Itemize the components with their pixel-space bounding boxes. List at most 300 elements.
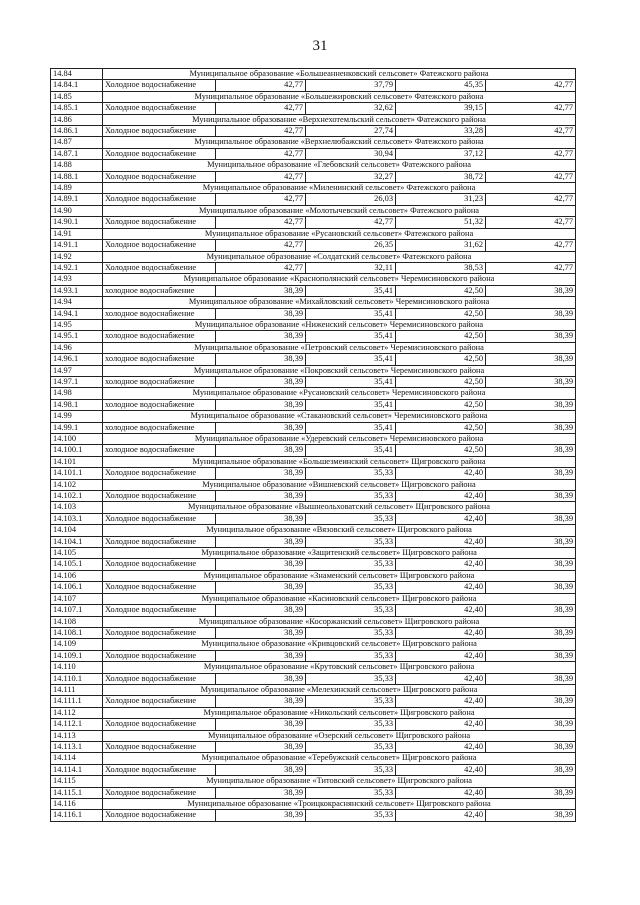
tariff-value: 38,39	[486, 513, 576, 524]
service-name: Холодное водоснабжение	[103, 627, 216, 638]
tariff-value: 42,77	[486, 262, 576, 273]
municipality-title: Муниципальное образование «Большежировский сельсовет» Фатежского района	[103, 91, 576, 102]
tariff-value: 32,27	[306, 171, 396, 182]
section-header-row	[51, 548, 576, 559]
section-header-row	[51, 434, 576, 445]
tariff-value: 51,32	[396, 217, 486, 228]
municipality-title: Муниципальное образование «Теребужский сельсовет» Щигровского района	[103, 753, 576, 764]
municipality-title: Муниципальное образование «Михайловский сельсовет» Черемисиновского района	[103, 297, 576, 308]
tariff-value: 38,39	[216, 696, 306, 707]
tariff-row	[51, 627, 576, 638]
tariff-row	[51, 376, 576, 387]
tariff-row	[51, 126, 576, 137]
tariff-value: 42,40	[396, 559, 486, 570]
tariff-row	[51, 240, 576, 251]
tariff-value: 42,40	[396, 605, 486, 616]
section-number: 14.95	[51, 319, 103, 330]
municipality-title: Муниципальное образование «Вишневский сельсовет» Щигровского района	[103, 479, 576, 490]
tariff-value: 42,77	[216, 148, 306, 159]
row-code: 14.109.1	[51, 650, 103, 661]
section-number: 14.100	[51, 434, 103, 445]
tariff-value: 33,28	[396, 126, 486, 137]
service-name: Холодное водоснабжение	[103, 741, 216, 752]
tariff-value: 38,39	[216, 399, 306, 410]
tariff-value: 42,77	[216, 171, 306, 182]
row-code: 14.107.1	[51, 605, 103, 616]
tariff-value: 35,41	[306, 354, 396, 365]
tariff-row	[51, 536, 576, 547]
tariff-value: 30,94	[306, 148, 396, 159]
municipality-title: Муниципальное образование «Мелехинский сельсовет» Щигровского района	[103, 684, 576, 695]
section-number: 14.101	[51, 456, 103, 467]
section-header-row	[51, 707, 576, 718]
municipality-title: Муниципальное образование «Защитенский сельсовет» Щигровского района	[103, 548, 576, 559]
section-header-row	[51, 616, 576, 627]
tariff-row	[51, 399, 576, 410]
service-name: Холодное водоснабжение	[103, 582, 216, 593]
service-name: Холодное водоснабжение	[103, 536, 216, 547]
tariff-value: 38,39	[216, 719, 306, 730]
tariff-value: 38,72	[396, 171, 486, 182]
tariff-value: 38,39	[486, 491, 576, 502]
tariff-row	[51, 217, 576, 228]
section-header-row	[51, 319, 576, 330]
tariff-row	[51, 80, 576, 91]
tariff-value: 38,39	[486, 764, 576, 775]
section-number: 14.88	[51, 160, 103, 171]
tariff-value: 38,39	[486, 627, 576, 638]
tariff-value: 42,77	[486, 103, 576, 114]
tariff-value: 35,33	[306, 696, 396, 707]
row-code: 14.116.1	[51, 810, 103, 821]
service-name: Холодное водоснабжение	[103, 810, 216, 821]
row-code: 14.101.1	[51, 468, 103, 479]
service-name: Холодное водоснабжение	[103, 217, 216, 228]
service-name: Холодное водоснабжение	[103, 491, 216, 502]
row-code: 14.91.1	[51, 240, 103, 251]
section-number: 14.105	[51, 548, 103, 559]
municipality-title: Муниципальное образование «Большеанненковский сельсовет» Фатежского района	[103, 69, 576, 80]
row-code: 14.106.1	[51, 582, 103, 593]
tariff-value: 45,35	[396, 80, 486, 91]
tariff-value: 38,39	[486, 673, 576, 684]
tariff-row	[51, 148, 576, 159]
tariff-value: 42,40	[396, 810, 486, 821]
municipality-title: Муниципальное образование «Знаменский сельсовет» Щигровского района	[103, 570, 576, 581]
section-header-row	[51, 160, 576, 171]
tariff-value: 42,50	[396, 399, 486, 410]
tariff-row	[51, 103, 576, 114]
tariff-value: 38,39	[486, 559, 576, 570]
tariff-row	[51, 422, 576, 433]
service-name: Холодное водоснабжение	[103, 80, 216, 91]
section-header-row	[51, 525, 576, 536]
tariff-value: 42,40	[396, 627, 486, 638]
row-code: 14.94.1	[51, 308, 103, 319]
tariff-value: 31,62	[396, 240, 486, 251]
row-code: 14.88.1	[51, 171, 103, 182]
tariff-value: 38,39	[216, 354, 306, 365]
tariff-row	[51, 764, 576, 775]
municipality-title: Муниципальное образование «Ниженский сельсовет» Черемисиновского района	[103, 319, 576, 330]
tariff-value: 42,77	[216, 240, 306, 251]
row-code: 14.110.1	[51, 673, 103, 684]
municipality-title: Муниципальное образование «Большезмеинский сельсовет» Щигровского района	[103, 456, 576, 467]
tariff-value: 35,33	[306, 673, 396, 684]
section-header-row	[51, 411, 576, 422]
tariff-value: 35,33	[306, 787, 396, 798]
tariff-value: 42,77	[486, 126, 576, 137]
tariff-value: 38,39	[486, 331, 576, 342]
tariff-value: 42,40	[396, 696, 486, 707]
section-number: 14.97	[51, 365, 103, 376]
tariff-value: 38,39	[216, 673, 306, 684]
row-code: 14.92.1	[51, 262, 103, 273]
tariff-value: 42,77	[216, 103, 306, 114]
row-code: 14.104.1	[51, 536, 103, 547]
section-number: 14.114	[51, 753, 103, 764]
tariff-value: 42,40	[396, 719, 486, 730]
tariff-value: 38,39	[486, 719, 576, 730]
service-name: Холодное водоснабжение	[103, 787, 216, 798]
tariff-value: 35,33	[306, 582, 396, 593]
section-number: 14.98	[51, 388, 103, 399]
tariff-value: 38,39	[486, 582, 576, 593]
tariff-value: 38,39	[486, 787, 576, 798]
section-header-row	[51, 114, 576, 125]
tariff-value: 38,39	[216, 468, 306, 479]
section-number: 14.96	[51, 342, 103, 353]
tariff-value: 35,33	[306, 468, 396, 479]
row-code: 14.86.1	[51, 126, 103, 137]
municipality-title: Муниципальное образование «Никольский сельсовет» Щигровского района	[103, 707, 576, 718]
tariff-value: 35,33	[306, 741, 396, 752]
tariff-value: 38,39	[216, 741, 306, 752]
service-name: Холодное водоснабжение	[103, 103, 216, 114]
tariff-value: 31,23	[396, 194, 486, 205]
tariff-value: 42,77	[306, 217, 396, 228]
tariff-value: 38,39	[486, 536, 576, 547]
tariff-row	[51, 194, 576, 205]
section-number: 14.92	[51, 251, 103, 262]
municipality-title: Муниципальное образование «Крутовский сельсовет» Щигровского района	[103, 662, 576, 673]
tariff-value: 38,39	[216, 422, 306, 433]
section-header-row	[51, 502, 576, 513]
service-name: Холодное водоснабжение	[103, 240, 216, 251]
municipality-title: Муниципальное образование «Косоржанский сельсовет» Щигровского района	[103, 616, 576, 627]
section-header-row	[51, 251, 576, 262]
service-name: Холодное водоснабжение	[103, 673, 216, 684]
section-header-row	[51, 639, 576, 650]
municipality-title: Муниципальное образование «Стакановский сельсовет» Черемисиновского района	[103, 411, 576, 422]
tariff-value: 42,77	[486, 80, 576, 91]
tariff-row	[51, 719, 576, 730]
municipality-title: Муниципальное образование «Русановский сельсовет» Фатежского района	[103, 228, 576, 239]
tariff-row	[51, 171, 576, 182]
tariff-value: 42,77	[486, 148, 576, 159]
row-code: 14.100.1	[51, 445, 103, 456]
tariff-value: 27,74	[306, 126, 396, 137]
service-name: Холодное водоснабжение	[103, 650, 216, 661]
municipality-title: Муниципальное образование «Верхнелюбажский сельсовет» Фатежского района	[103, 137, 576, 148]
tariff-value: 42,50	[396, 308, 486, 319]
tariff-value: 35,33	[306, 627, 396, 638]
row-code: 14.99.1	[51, 422, 103, 433]
tariff-value: 35,33	[306, 513, 396, 524]
tariff-row	[51, 491, 576, 502]
section-number: 14.111	[51, 684, 103, 695]
tariff-value: 35,41	[306, 422, 396, 433]
municipality-title: Муниципальное образование «Покровский сельсовет» Черемисиновского района	[103, 365, 576, 376]
tariff-value: 38,39	[216, 650, 306, 661]
tariff-value: 35,33	[306, 719, 396, 730]
section-header-row	[51, 388, 576, 399]
section-number: 14.116	[51, 799, 103, 810]
service-name: холодное водоснабжение	[103, 308, 216, 319]
municipality-title: Муниципальное образование «Касиновский сельсовет» Щигровского района	[103, 593, 576, 604]
tariff-value: 38,39	[216, 376, 306, 387]
service-name: Холодное водоснабжение	[103, 171, 216, 182]
service-name: Холодное водоснабжение	[103, 148, 216, 159]
tariff-value: 42,50	[396, 331, 486, 342]
row-code: 14.89.1	[51, 194, 103, 205]
tariff-value: 32,62	[306, 103, 396, 114]
row-code: 14.114.1	[51, 764, 103, 775]
tariff-row	[51, 331, 576, 342]
tariff-value: 35,41	[306, 376, 396, 387]
section-header-row	[51, 730, 576, 741]
section-number: 14.85	[51, 91, 103, 102]
section-number: 14.102	[51, 479, 103, 490]
section-number: 14.87	[51, 137, 103, 148]
tariff-value: 26,35	[306, 240, 396, 251]
section-header-row	[51, 479, 576, 490]
tariff-value: 38,39	[216, 285, 306, 296]
tariff-table	[50, 68, 576, 822]
tariff-value: 37,79	[306, 80, 396, 91]
tariff-value: 42,40	[396, 536, 486, 547]
tariff-row	[51, 354, 576, 365]
tariff-row	[51, 468, 576, 479]
tariff-value: 42,77	[486, 194, 576, 205]
tariff-value: 35,33	[306, 764, 396, 775]
tariff-value: 38,39	[216, 331, 306, 342]
tariff-value: 42,40	[396, 650, 486, 661]
tariff-value: 42,40	[396, 741, 486, 752]
tariff-value: 38,39	[486, 605, 576, 616]
tariff-value: 26,03	[306, 194, 396, 205]
service-name: Холодное водоснабжение	[103, 262, 216, 273]
row-code: 14.98.1	[51, 399, 103, 410]
municipality-title: Муниципальное образование «Троицкокраснянский сельсовет» Щигровского района	[103, 799, 576, 810]
row-code: 14.113.1	[51, 741, 103, 752]
service-name: холодное водоснабжение	[103, 445, 216, 456]
tariff-value: 35,41	[306, 445, 396, 456]
tariff-value: 42,40	[396, 764, 486, 775]
row-code: 14.112.1	[51, 719, 103, 730]
tariff-value: 35,33	[306, 536, 396, 547]
tariff-value: 42,77	[216, 217, 306, 228]
municipality-title: Муниципальное образование «Верхнехотемльский сельсовет» Фатежского района	[103, 114, 576, 125]
municipality-title: Муниципальное образование «Вышнеольховатский сельсовет» Щигровского района	[103, 502, 576, 513]
tariff-value: 38,39	[486, 308, 576, 319]
section-header-row	[51, 274, 576, 285]
tariff-value: 38,39	[486, 741, 576, 752]
tariff-value: 35,33	[306, 491, 396, 502]
section-number: 14.106	[51, 570, 103, 581]
section-number: 14.90	[51, 205, 103, 216]
tariff-table-body	[51, 69, 576, 822]
municipality-title: Муниципальное образование «Миленинский сельсовет» Фатежского района	[103, 183, 576, 194]
tariff-row	[51, 262, 576, 273]
tariff-value: 42,77	[216, 262, 306, 273]
section-header-row	[51, 456, 576, 467]
service-name: холодное водоснабжение	[103, 285, 216, 296]
municipality-title: Муниципальное образование «Вязовский сельсовет» Щигровского района	[103, 525, 576, 536]
section-header-row	[51, 228, 576, 239]
section-number: 14.103	[51, 502, 103, 513]
tariff-value: 38,39	[486, 354, 576, 365]
section-number: 14.94	[51, 297, 103, 308]
row-code: 14.85.1	[51, 103, 103, 114]
section-number: 14.91	[51, 228, 103, 239]
tariff-value: 42,40	[396, 513, 486, 524]
tariff-value: 38,39	[216, 787, 306, 798]
tariff-value: 38,39	[216, 513, 306, 524]
tariff-value: 35,33	[306, 605, 396, 616]
tariff-value: 38,39	[486, 468, 576, 479]
section-header-row	[51, 183, 576, 194]
service-name: холодное водоснабжение	[103, 354, 216, 365]
tariff-value: 42,40	[396, 673, 486, 684]
tariff-value: 38,39	[486, 810, 576, 821]
row-code: 14.87.1	[51, 148, 103, 159]
municipality-title: Муниципальное образование «Глебовский сельсовет» Фатежского района	[103, 160, 576, 171]
tariff-row	[51, 445, 576, 456]
row-code: 14.115.1	[51, 787, 103, 798]
service-name: холодное водоснабжение	[103, 399, 216, 410]
row-code: 14.111.1	[51, 696, 103, 707]
tariff-value: 38,39	[486, 285, 576, 296]
service-name: Холодное водоснабжение	[103, 696, 216, 707]
service-name: холодное водоснабжение	[103, 422, 216, 433]
row-code: 14.102.1	[51, 491, 103, 502]
service-name: Холодное водоснабжение	[103, 468, 216, 479]
tariff-value: 37,12	[396, 148, 486, 159]
tariff-value: 38,39	[486, 650, 576, 661]
tariff-row	[51, 308, 576, 319]
tariff-value: 38,53	[396, 262, 486, 273]
municipality-title: Муниципальное образование «Молотычевский сельсовет» Фатежского района	[103, 205, 576, 216]
tariff-value: 38,39	[216, 810, 306, 821]
section-number: 14.109	[51, 639, 103, 650]
tariff-value: 35,41	[306, 399, 396, 410]
tariff-value: 42,50	[396, 422, 486, 433]
tariff-value: 38,39	[216, 491, 306, 502]
tariff-row	[51, 285, 576, 296]
service-name: холодное водоснабжение	[103, 331, 216, 342]
tariff-value: 42,50	[396, 354, 486, 365]
tariff-value: 42,77	[486, 240, 576, 251]
tariff-value: 35,33	[306, 559, 396, 570]
section-number: 14.93	[51, 274, 103, 285]
section-header-row	[51, 205, 576, 216]
tariff-row	[51, 696, 576, 707]
section-header-row	[51, 137, 576, 148]
section-header-row	[51, 570, 576, 581]
tariff-value: 38,39	[216, 605, 306, 616]
row-code: 14.97.1	[51, 376, 103, 387]
municipality-title: Муниципальное образование «Удеревский сельсовет» Черемисиновского района	[103, 434, 576, 445]
section-number: 14.115	[51, 776, 103, 787]
municipality-title: Муниципальное образование «Озерский сельсовет» Щигровского района	[103, 730, 576, 741]
section-header-row	[51, 662, 576, 673]
service-name: Холодное водоснабжение	[103, 126, 216, 137]
section-number: 14.107	[51, 593, 103, 604]
section-header-row	[51, 69, 576, 80]
tariff-row	[51, 787, 576, 798]
tariff-value: 35,33	[306, 810, 396, 821]
tariff-value: 42,50	[396, 285, 486, 296]
section-header-row	[51, 91, 576, 102]
service-name: Холодное водоснабжение	[103, 513, 216, 524]
tariff-value: 38,39	[216, 764, 306, 775]
section-number: 14.89	[51, 183, 103, 194]
tariff-value: 42,50	[396, 445, 486, 456]
service-name: Холодное водоснабжение	[103, 764, 216, 775]
section-number: 14.86	[51, 114, 103, 125]
section-header-row	[51, 753, 576, 764]
tariff-value: 35,41	[306, 308, 396, 319]
row-code: 14.84.1	[51, 80, 103, 91]
row-code: 14.103.1	[51, 513, 103, 524]
tariff-value: 42,77	[216, 126, 306, 137]
section-number: 14.108	[51, 616, 103, 627]
tariff-value: 35,33	[306, 650, 396, 661]
row-code: 14.96.1	[51, 354, 103, 365]
tariff-value: 35,41	[306, 285, 396, 296]
tariff-row	[51, 673, 576, 684]
section-header-row	[51, 365, 576, 376]
section-number: 14.84	[51, 69, 103, 80]
tariff-value: 38,39	[486, 696, 576, 707]
tariff-value: 38,39	[486, 445, 576, 456]
row-code: 14.95.1	[51, 331, 103, 342]
municipality-title: Муниципальное образование «Русановский сельсовет» Черемисиновского района	[103, 388, 576, 399]
tariff-value: 32,11	[306, 262, 396, 273]
tariff-row	[51, 650, 576, 661]
section-header-row	[51, 799, 576, 810]
tariff-value: 35,41	[306, 331, 396, 342]
section-number: 14.99	[51, 411, 103, 422]
municipality-title: Муниципальное образование «Титовский сельсовет» Щигровского района	[103, 776, 576, 787]
municipality-title: Муниципальное образование «Кривцовский сельсовет» Щигровского района	[103, 639, 576, 650]
tariff-value: 38,39	[486, 422, 576, 433]
row-code: 14.93.1	[51, 285, 103, 296]
section-header-row	[51, 776, 576, 787]
tariff-value: 42,40	[396, 582, 486, 593]
row-code: 14.105.1	[51, 559, 103, 570]
section-number: 14.110	[51, 662, 103, 673]
section-header-row	[51, 684, 576, 695]
tariff-value: 42,40	[396, 468, 486, 479]
service-name: Холодное водоснабжение	[103, 605, 216, 616]
tariff-value: 38,39	[216, 582, 306, 593]
tariff-value: 42,77	[486, 217, 576, 228]
tariff-value: 38,39	[216, 308, 306, 319]
tariff-row	[51, 559, 576, 570]
section-header-row	[51, 342, 576, 353]
